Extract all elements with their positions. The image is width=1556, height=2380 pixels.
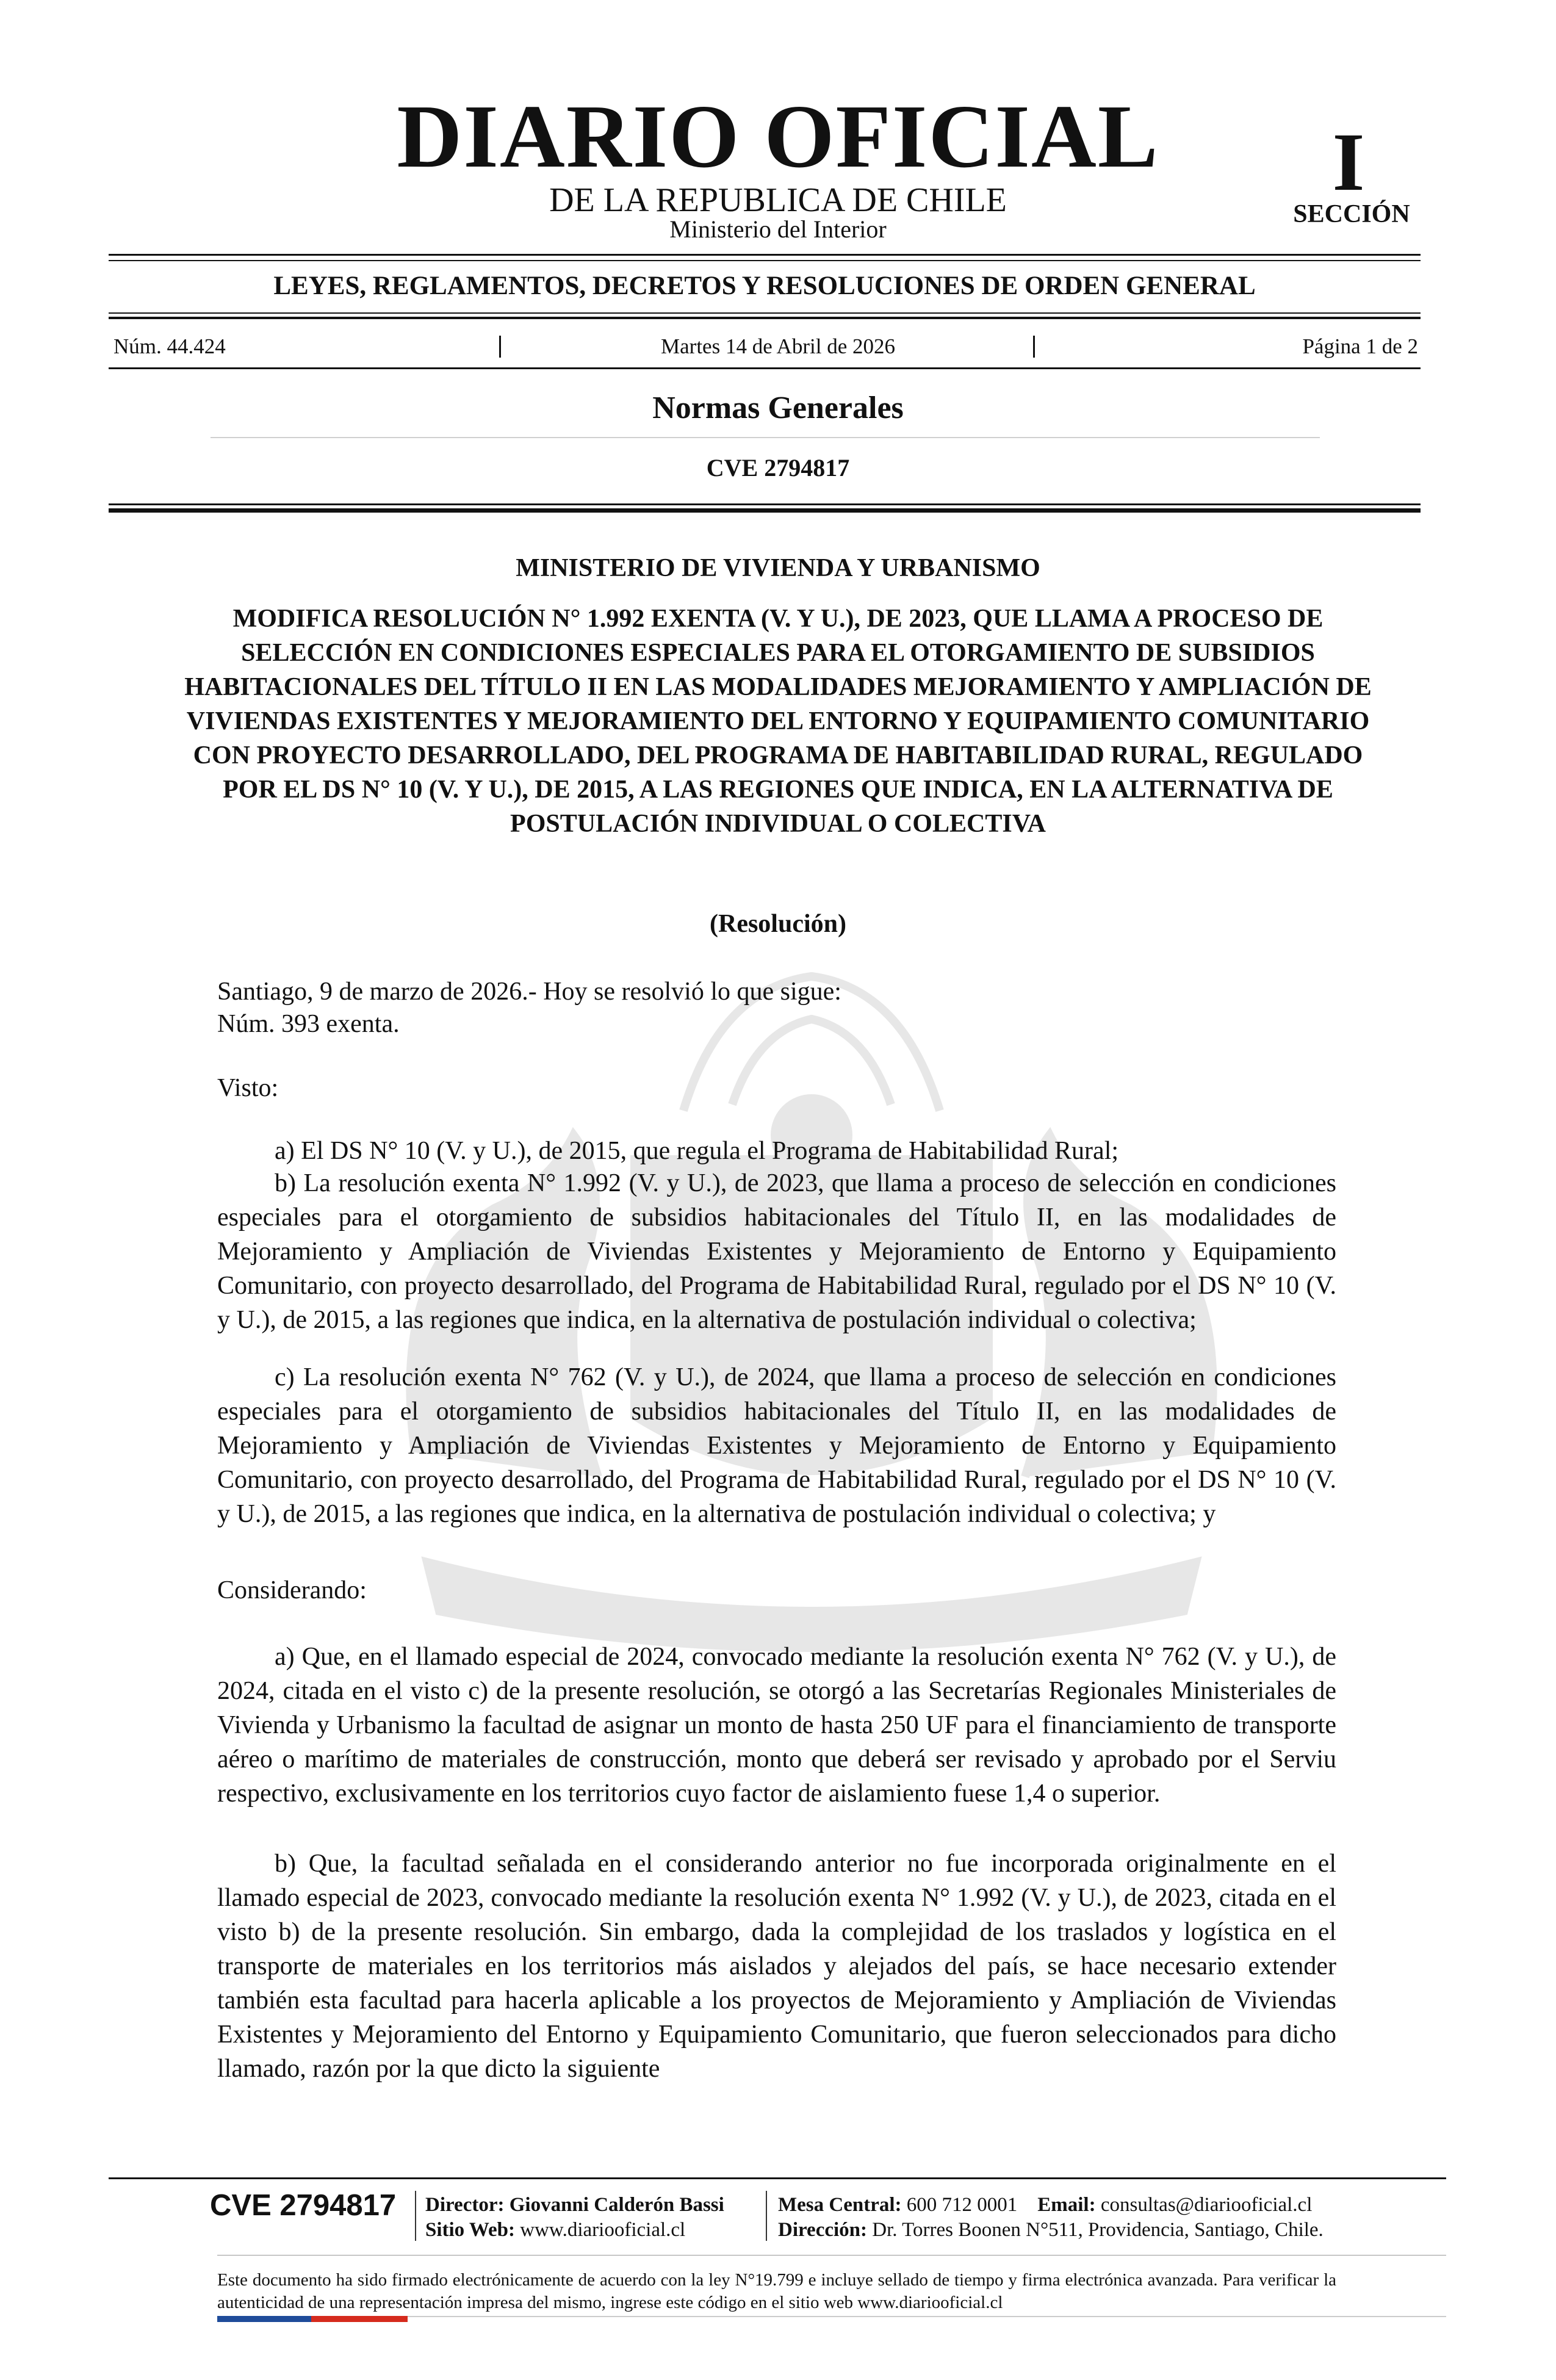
email-label: Email: xyxy=(1037,2194,1096,2216)
visto-item-b: b) La resolución exenta N° 1.992 (V. y U.), de 2023, que llama a proceso de selección en condiciones especiales para el otorgamiento de subsidios habitacionales del Título II, en las modalidades de Mejoramiento y Ampliación de Viviendas Existentes y Mejoramiento de Entorno y Equipamiento Comunitario, con proyecto desarrollado, del Programa de Habitabilidad Rural, regulado por el DS N° 10 (V. y U.), de 2015, a las regiones que indica, en la alternativa de postulación individual o colectiva; xyxy=(217,1169,1336,1334)
footer-legal-note: Este documento ha sido firmado electrónicamente de acuerdo con la ley N°19.799 e incluye sellado de tiempo y firma electrónica avanzada. Para verificar la autenticidad de una representación impresa del mismo, ingrese este código en el sitio web www.diariooficial.cl xyxy=(217,2270,1336,2312)
footer-address xyxy=(778,2220,1324,2240)
section-heading: Normas Generales xyxy=(652,391,904,425)
mesa-phone: 600 712 0001 xyxy=(906,2194,1018,2216)
site-link[interactable]: www.diariooficial.cl xyxy=(520,2219,686,2241)
footer-rule xyxy=(109,2177,1446,2179)
section-number: I xyxy=(1332,117,1365,208)
address-label: Dirección: xyxy=(778,2219,868,2241)
cve-code: CVE 2794817 xyxy=(706,454,850,481)
masthead-title: DIARIO OFICIAL xyxy=(397,87,1159,187)
flag-stripe-red xyxy=(311,2316,408,2322)
director-name: Giovanni Calderón Bassi xyxy=(509,2194,724,2216)
document-title: MODIFICA RESOLUCIÓN N° 1.992 EXENTA (V. Y U.), DE 2023, QUE LLAMA A PROCESO DE SELECCIÓN EN CONDICIONES ESPECIALES PARA EL OTORGAMIENTO DE SUBSIDIOS HABITACIONALES DEL TÍTULO II EN LAS MODALIDADES MEJORAMIENTO Y AMPLIACIÓN DE VIVIENDAS EXISTENTES Y MEJORAMIENTO DEL ENTORNO Y EQUIPAMIENTO COMUNITARIO CON PROYECTO DESARROLLADO, DEL PROGRAMA DE HABITABILIDAD RURAL, REGULADO POR EL DS N° 10 (V. Y U.), DE 2015, A LAS REGIONES QUE INDICA, EN LA ALTERNATIVA DE POSTULACIÓN INDIVIDUAL O COLECTIVA xyxy=(184,605,1372,838)
masthead-subtitle: DE LA REPUBLICA DE CHILE xyxy=(549,181,1007,219)
footer-cve-code: CVE 2794817 xyxy=(210,2189,397,2222)
meta-rule-top-thick xyxy=(109,317,1421,319)
meta-separator xyxy=(1033,336,1035,358)
footer-separator xyxy=(766,2191,767,2241)
ministry-heading: MINISTERIO DE VIVIENDA Y URBANISMO xyxy=(516,554,1040,582)
masthead-rule-bottom xyxy=(109,260,1421,261)
visto-heading: Visto: xyxy=(217,1074,279,1102)
footer-director xyxy=(425,2195,724,2215)
footer-contact xyxy=(778,2195,1312,2215)
intro-line: Santiago, 9 de marzo de 2026.- Hoy se resolvió lo que sigue: xyxy=(217,978,841,1006)
meta-rule-bottom xyxy=(109,367,1421,369)
footer-site xyxy=(425,2220,685,2240)
footer-thin-rule xyxy=(217,2255,1446,2256)
issue-date: Martes 14 de Abril de 2026 xyxy=(661,334,895,358)
footer-separator xyxy=(415,2191,416,2241)
page-indicator: Página 1 de 2 xyxy=(1302,334,1418,358)
email-link[interactable]: consultas@diariooficial.cl xyxy=(1100,2194,1313,2216)
category-heading: LEYES, REGLAMENTOS, DECRETOS Y RESOLUCIONES DE ORDEN GENERAL xyxy=(273,272,1256,300)
section-label: SECCIÓN xyxy=(1293,200,1410,228)
visto-item-c: c) La resolución exenta N° 762 (V. y U.), de 2024, que llama a proceso de selección en condiciones especiales para el otorgamiento de subsidios habitacionales del Título II, en las modalidades de Mejoramiento y Ampliación de Viviendas Existentes y Mejoramiento de Entorno y Equipamiento Comunitario, con proyecto desarrollado, del Programa de Habitabilidad Rural, regulado por el DS N° 10 (V. y U.), de 2015, a las regiones que indica, en la alternativa de postulación individual o colectiva; y xyxy=(217,1363,1336,1528)
header-rule-1 xyxy=(109,503,1421,505)
heading-divider xyxy=(211,437,1320,438)
header-rule-2 xyxy=(109,508,1421,513)
flag-stripe-blue xyxy=(217,2316,311,2322)
resolution-number: Núm. 393 exenta. xyxy=(217,1010,400,1038)
director-label: Director: xyxy=(425,2194,505,2216)
site-label: Sitio Web: xyxy=(425,2219,516,2241)
masthead-rule-top xyxy=(109,254,1421,256)
footer-bottom-line xyxy=(408,2316,1446,2317)
considerando-item-a: a) Que, en el llamado especial de 2024, convocado mediante la resolución exenta N° 762 (V. y U.), de 2024, citada en el visto c) de la presente resolución, se otorgó a las Secretarías Regionales Ministeriales de Vivienda y Urbanismo la facultad de asignar un monto de hasta 250 UF para el financiamiento de transporte aéreo o marítimo de materiales de construcción, monto que deberá ser revisado y aprobado por el Serviu respectivo, exclusivamente en los territorios cuyo factor de aislamiento fuese 1,4 o superior. xyxy=(217,1643,1336,1808)
issue-number: Núm. 44.424 xyxy=(113,334,226,358)
considerando-heading: Considerando: xyxy=(217,1576,367,1604)
considerando-item-b: b) Que, la facultad señalada en el considerando anterior no fue incorporada originalmente en el llamado especial de 2023, convocado mediante la resolución exenta N° 1.992 (V. y U.), de 2023, citada en el visto b) de la presente resolución. Sin embargo, dada la complejidad de los traslados y logística en el transporte de materiales en los territorios más aislados y alejados del país, se hace necesario extender también esta facultad para hacerla aplicable a los proyectos de Mejoramiento y Ampliación de Viviendas Existentes y Mejoramiento del Entorno y Equipamiento Comunitario, que fueron seleccionados para dicho llamado, razón por la que dicto la siguiente xyxy=(217,1850,1336,2083)
meta-rule-top xyxy=(109,312,1421,314)
masthead-ministry: Ministerio del Interior xyxy=(669,215,887,243)
mesa-label: Mesa Central: xyxy=(778,2194,902,2216)
visto-item-a: a) El DS N° 10 (V. y U.), de 2015, que regula el Programa de Habitabilidad Rural; xyxy=(275,1137,1119,1165)
document-type: (Resolución) xyxy=(710,910,846,938)
address-text: Dr. Torres Boonen N°511, Providencia, Santiago, Chile. xyxy=(872,2219,1324,2241)
